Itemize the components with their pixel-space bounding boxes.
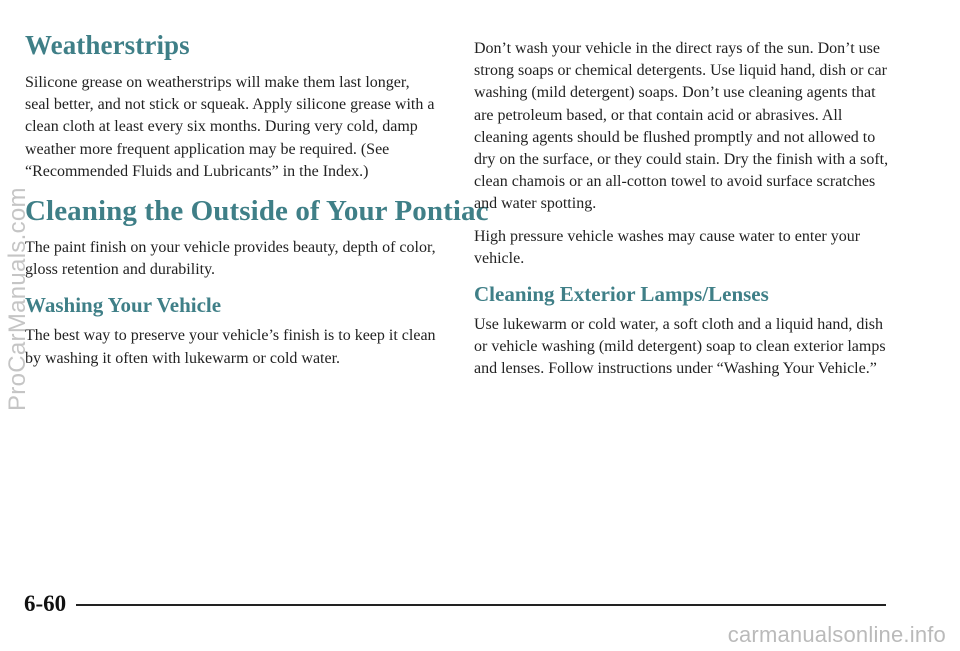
heading-weatherstrips: Weatherstrips: [25, 30, 190, 60]
paragraph-weatherstrips: Silicone grease on weatherstrips will make them last longer, seal better, and not stick or squeak. Apply silicone grease with a clean cloth at least every six months. During very cold, damp weather more frequent application may be required. (See “Recommended Fluids and Lubricants” in the Index.): [25, 74, 435, 180]
heading-exterior-lamps: Cleaning Exterior Lamps/Lenses: [474, 282, 769, 307]
paragraph-cleaning-outside: The paint finish on your vehicle provides beauty, depth of color, gloss retention and durability.: [25, 239, 436, 279]
footer-divider: [76, 604, 886, 606]
right-column: [474, 38, 894, 391]
paragraph-exterior-lamps: Use lukewarm or cold water, a soft cloth and a liquid hand, dish or vehicle washing (mild detergent) soap to clean exterior lamps and lenses. Follow instructions under “Washing Your Vehicle.”: [474, 316, 886, 378]
paragraph-high-pressure: High pressure vehicle washes may cause water to enter your vehicle.: [474, 227, 861, 267]
page-number: 6-60: [24, 591, 67, 616]
paragraph-washing-precautions: Don’t wash your vehicle in the direct rays of the sun. Don’t use strong soaps or chemical detergents. Use liquid hand, dish or car washing (mild detergent) soaps. Don’t use cleaning agents that are petroleum based, or that contain acid or abrasives. All cleaning agents should be flushed promptly and not allowed to dry on the surface, or they could stain. Dry the finish with a soft, clean chamois or an all-cotton towel to avoid surface scratches and water spotting.: [474, 40, 889, 213]
heading-washing-vehicle: Washing Your Vehicle: [25, 293, 222, 318]
watermark-vertical: ProCarManuals.com: [4, 187, 31, 411]
watermark-bottom: carmanualsonline.info: [727, 622, 946, 647]
heading-cleaning-outside: Cleaning the Outside of Your Pontiac: [25, 195, 489, 228]
left-column: [25, 30, 489, 380]
paragraph-washing-vehicle: The best way to preserve your vehicle’s finish is to keep it clean by washing it often with lukewarm or cold water.: [25, 327, 436, 367]
